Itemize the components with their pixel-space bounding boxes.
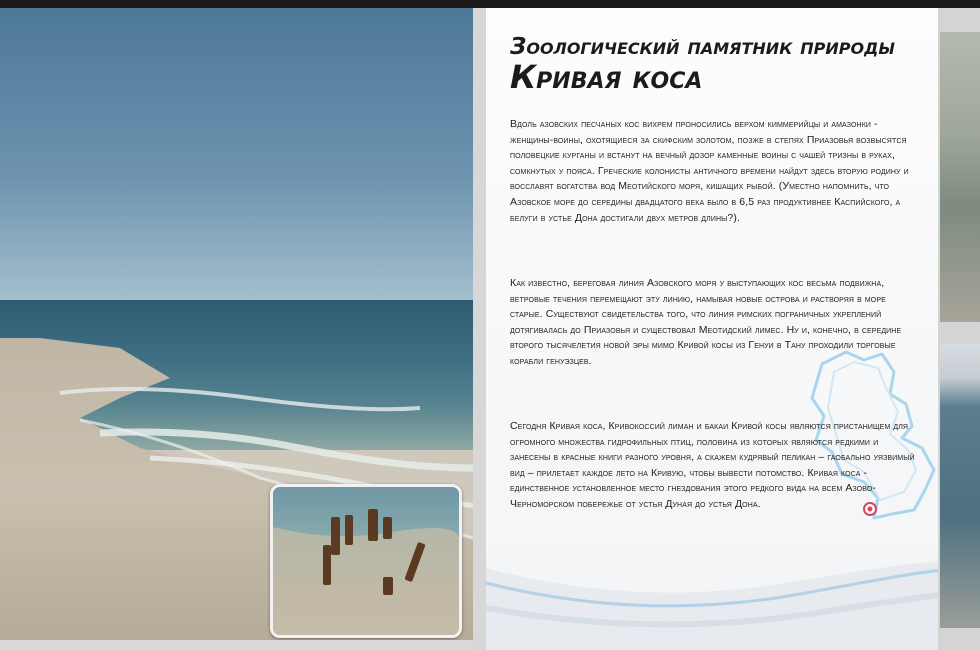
inset-photo-wreck xyxy=(270,484,462,638)
paragraph-3: Сегодня Кривая коса, Кривокоссий лиман и бакаи Кривой косы являются пристанищем для огромного множества гидрофильных птиц, половина из которых являются редкими и занесены в красные книги разного уровня, а скажем кудрявый пеликан – гаобально уязвимый вид – прилетает каждое лето на Кривую, чтобы вывести потомство. Кривая коса - единственное установленное место гнездования этого редкого вида на всем Азово-Черноморском побережье от устья Дуная до устья Дона. xyxy=(510,420,915,510)
title-line-2: Кривая коса xyxy=(510,58,703,96)
title-line-1: Зоологический памятник природы xyxy=(510,34,895,60)
next-page-photo-bottom xyxy=(940,344,980,628)
page-gutter xyxy=(473,8,486,650)
right-page-text xyxy=(486,8,938,650)
next-page-photo-top xyxy=(940,32,980,322)
left-page-photo xyxy=(0,8,473,640)
sky xyxy=(0,8,473,308)
next-page-strip xyxy=(938,8,980,650)
page-bottom-edge xyxy=(0,640,473,650)
top-bar xyxy=(0,0,980,8)
paragraph-2: Как известно, береговая линия Азовского моря у выступающих кос весьма подвижна, ветровые течения перемещают эту линию, намывая новые острова и растворяя в море старые. Существуют свидетельства того, что линия римских пограничных укреплений дотягивалась до Приазовья и существовал Меотидский лимес. Ну и, конечно, в середине второго тысячелетия новой эры мимо Кривой косы из Генуи в Тану проходили торговые корабли генуэзцев. xyxy=(510,277,902,367)
paragraph-1: Вдоль азовских песчаных кос вихрем проносились верхом киммерийцы и амазонки - женщины-воины, охотящиеся за скифским золотом, позже в степях Приазовья возвысятся половецкие курганы и встанут на вечный дозор каменные воины с чашей тризны в руках, сомкнутых у пояса. Греческие колонисты античного времени найдут здесь вторую родину и восславят богатства вод Меотийского моря, кишащих рыбой. (Уместно напомнить, что Азовское море до середины двадцатого века было в 6,5 раз продуктивнее Каспийского, а белуги в устье Дона достигали двух метров длины?). xyxy=(510,118,909,224)
